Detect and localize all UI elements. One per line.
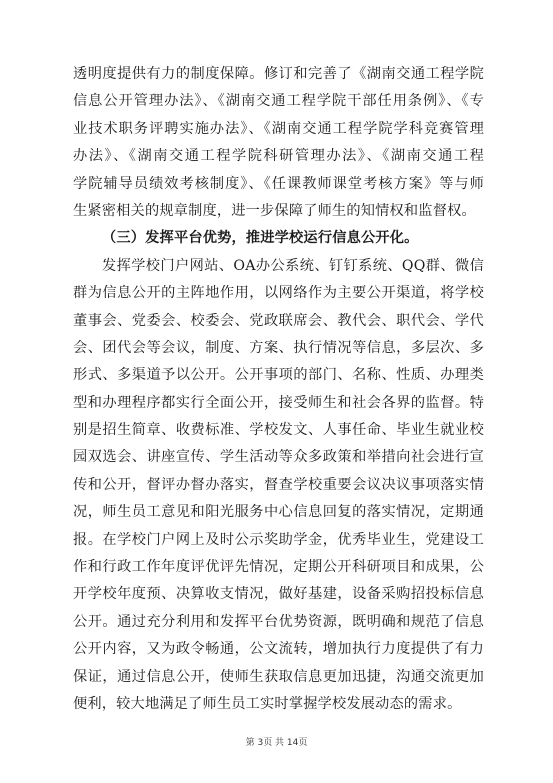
paragraph-line: 生紧密相关的规章制度，进一步保障了师生的知情权和监督权。 bbox=[73, 202, 476, 219]
paragraph-line: 群为信息公开的主阵地作用，以网络作为主要公开渠道，将学校 bbox=[73, 285, 484, 302]
paragraph-line: 作和行政工作年度评优评先情况，定期公开科研项目和成果，公 bbox=[73, 559, 484, 576]
paragraph-line: 董事会、党委会、校委会、党政联席会、教代会、职代会、学代 bbox=[73, 312, 484, 329]
paragraph-line: 型和办理程序都实行全面公开，接受师生和社会各界的监督。特 bbox=[73, 394, 484, 411]
paragraph-line: 报。在学校门户网上及时公示奖助学金，优秀毕业生，党建设工 bbox=[73, 531, 484, 548]
paragraph-line: 形式、多渠道予以公开。公开事项的部门、名称、性质、办理类 bbox=[73, 367, 484, 384]
paragraph-line: 业技术职务评聘实施办法》、《湖南交通工程学院学科竞赛管理 bbox=[73, 120, 484, 137]
paragraph-line: 开学校年度预、决算收支情况，做好基建，设备采购招投标信息 bbox=[73, 586, 484, 603]
paragraph-line: 况，师生员工意见和阳光服务中心信息回复的落实情况，定期通 bbox=[73, 504, 484, 521]
paragraph-line: 公开。通过充分利用和发挥平台优势资源，既明确和规范了信息 bbox=[73, 613, 484, 630]
paragraph-line: 学院辅导员绩效考核制度》、《任课教师课堂考核方案》等与师 bbox=[73, 175, 484, 192]
paragraph-line: 发挥学校门户网站、OA办公系统、钉钉系统、QQ群、微信 bbox=[102, 257, 484, 274]
paragraph-line: 透明度提供有力的制度保障。修订和完善了《湖南交通工程学院 bbox=[73, 66, 484, 82]
document-body bbox=[73, 61, 484, 718]
paragraph-line: 别是招生简章、收费标准、学校发文、人事任命、毕业生就业校 bbox=[73, 422, 484, 439]
paragraph-line: 公开内容，又为政令畅通，公文流转，增加执行力度提供了有力 bbox=[73, 641, 484, 658]
paragraph-line: 传和公开，督评办督办落实，督查学校重要会议决议事项落实情 bbox=[73, 476, 484, 493]
paragraph-line: 保证，通过信息公开，使师生获取信息更加迅捷，沟通交流更加 bbox=[73, 668, 484, 685]
paragraph-line: 便利，较大地满足了师生员工实时掌握学校发展动态的需求。 bbox=[73, 695, 462, 712]
paragraph-line: 会、团代会等会议，制度、方案、执行情况等信息，多层次、多 bbox=[73, 339, 484, 356]
page-number: 第 3页 共 14页 bbox=[245, 738, 308, 748]
paragraph-line: 园双选会、讲座宣传、学生活动等众多政策和举措向社会进行宣 bbox=[73, 449, 484, 466]
paragraph-line: 办法》、《湖南交通工程学院科研管理办法》、《湖南交通工程 bbox=[73, 148, 484, 165]
paragraph-line: 信息公开管理办法》、《湖南交通工程学院干部任用条例》、《专 bbox=[73, 93, 484, 110]
section-heading: （三）发挥平台优势，推进学校运行信息公开化。 bbox=[102, 230, 419, 247]
